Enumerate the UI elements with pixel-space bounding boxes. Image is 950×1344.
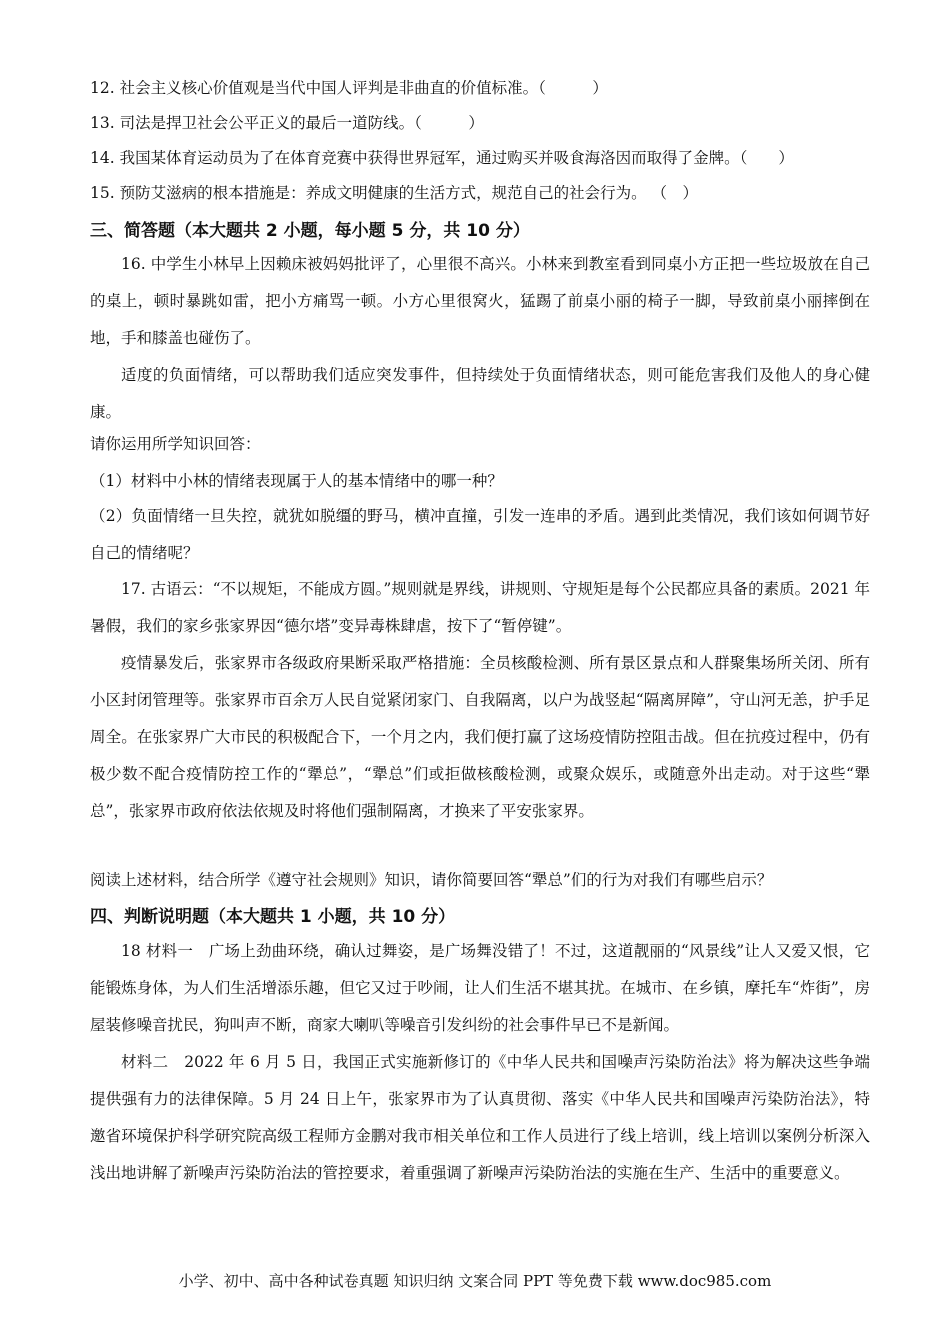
section-4-heading: 四、判断说明题（本大题共 1 小题，共 10 分） (90, 907, 456, 927)
q18-material-2: 材料二 2022 年 6 月 5 日，我国正式实施新修订的《中华人民共和国噪声污染防治法》将为解决这些争端提供强有力的法律保障。5 月 24 日上午，张家界市为了认真贯彻、落实《中华人民共和国噪声污染防治法》，特邀省环境保护科学研究院高级工程师方金鹏对我市相关单位和工作人员进行了线上培训，线上培训以案例分析深入浅出地讲解了新噪声污染防治法的管控要求，着重强调了新噪声污染防治法的实施在生产、生活中的重要意义。 (90, 1053, 870, 1182)
tf-item-12: 12. 社会主义核心价值观是当代中国人评判是非曲直的价值标准。（ ） (90, 79, 608, 97)
tf-item-13: 13. 司法是捍卫社会公平正义的最后一道防线。（ ） (90, 114, 484, 132)
section-3-heading: 三、简答题（本大题共 2 小题，每小题 5 分，共 10 分） (90, 221, 530, 241)
tf-item-14: 14. 我国某体育运动员为了在体育竞赛中获得世界冠军，通过购买并吸食海洛因而取得了金牌。（ ） (90, 149, 794, 167)
q17-material-1: 17. 古语云：“不以规矩，不能成方圆。”规则就是界线，讲规则、守规矩是每个公民都应具备的素质。2021 年暑假，我们的家乡张家界因“德尔塔”变异毒株肆虐，按下了“暂停键”。 (90, 580, 870, 635)
tf-item-15: 15. 预防艾滋病的根本措施是：养成文明健康的生活方式，规范自己的社会行为。 （ ） (90, 184, 699, 202)
q17-question: 阅读上述材料，结合所学《遵守社会规则》知识，请你简要回答“犟总”们的行为对我们有哪些启示？ (90, 871, 773, 889)
question-18 (90, 933, 870, 1192)
question-16 (90, 246, 870, 431)
q16-material-1: 16. 中学生小林早上因赖床被妈妈批评了，心里很不高兴。小林来到教室看到同桌小方正把一些垃圾放在自己的桌上，顿时暴跳如雷，把小方痛骂一顿。小方心里很窝火，猛踢了前桌小丽的椅子一脚，导致前桌小丽摔倒在地，手和膝盖也碰伤了。 (90, 255, 870, 347)
q16-material-2: 适度的负面情绪，可以帮助我们适应突发事件，但持续处于负面情绪状态，则可能危害我们及他人的身心健康。 (90, 366, 870, 421)
q18-material-1: 18 材料一 广场上劲曲环绕，确认过舞姿，是广场舞没错了！不过，这道靓丽的“风景线”让人又爱又恨，它能锻炼身体，为人们生活增添乐趣，但它又过于吵闹，让人们生活不堪其扰。在城市、在乡镇，摩托车“炸街”，房屋装修噪音扰民，狗叫声不断，商家大喇叭等噪音引发纠纷的社会事件早已不是新闻。 (90, 942, 870, 1034)
q17-material-2: 疫情暴发后，张家界市各级政府果断采取严格措施：全员核酸检测、所有景区景点和人群聚集场所关闭、所有小区封闭管理等。张家界市百余万人民自觉紧闭家门、自我隔离，以户为战竖起“隔离屏障”，守山河无恙，护手足周全。在张家界广大市民的积极配合下，一个月之内，我们便打赢了这场疫情防控阻击战。但在抗疫过程中，仍有极少数不配合疫情防控工作的“犟总”，“犟总”们或拒做核酸检测，或聚众娱乐，或随意外出走动。对于这些“犟总”，张家界市政府依法依规及时将他们强制隔离，才换来了平安张家界。 (90, 654, 870, 820)
q16-sub-question-2: （2）负面情绪一旦失控，就犹如脱缰的野马，横冲直撞，引发一连串的矛盾。遇到此类情况，我们该如何调节好自己的情绪呢？ (90, 507, 870, 562)
question-17 (90, 571, 870, 830)
q16-prompt: 请你运用所学知识回答： (90, 435, 261, 453)
page-footer: 小学、初中、高中各种试卷真题 知识归纳 文案合同 PPT 等免费下载 www.doc985.com (178, 1272, 772, 1290)
q16-sub-question-1: （1）材料中小林的情绪表现属于人的基本情绪中的哪一种？ (90, 472, 503, 490)
